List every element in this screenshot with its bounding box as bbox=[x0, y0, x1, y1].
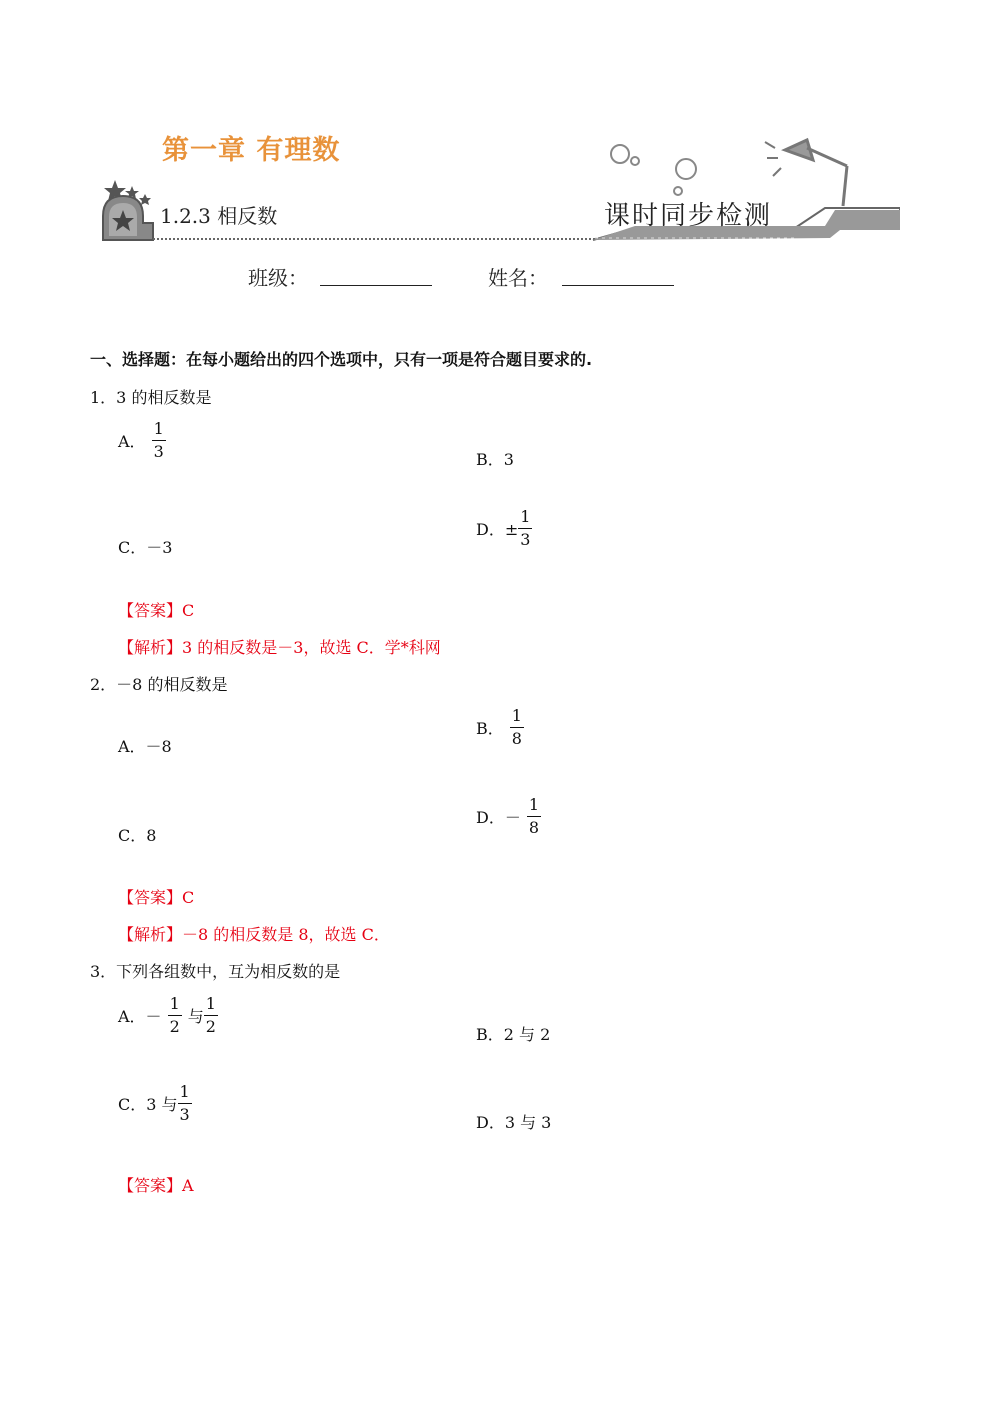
q2-answer: 【答案】C bbox=[118, 888, 195, 907]
q1-option-a[interactable] bbox=[118, 421, 166, 460]
q3-answer: 【答案】A bbox=[118, 1176, 194, 1195]
question-2-stem: 2．－8 的相反数是 bbox=[90, 675, 228, 694]
denominator: 3 bbox=[520, 530, 531, 549]
denominator: 8 bbox=[511, 729, 522, 748]
denominator: 2 bbox=[169, 1017, 180, 1036]
fraction bbox=[527, 797, 541, 836]
fraction bbox=[178, 1084, 192, 1123]
q1-option-c[interactable] bbox=[118, 535, 172, 558]
denominator: 8 bbox=[528, 818, 540, 837]
q1-analysis: 【解析】3 的相反数是－3，故选 C．学*科网 bbox=[118, 638, 441, 657]
q3-option-d[interactable] bbox=[476, 1110, 551, 1133]
chapter-title: 第一章 有理数 bbox=[162, 135, 341, 166]
option-label: A．－8 bbox=[118, 737, 172, 756]
bubbles-icon bbox=[611, 145, 696, 195]
option-label: B．2 与 2 bbox=[476, 1025, 551, 1044]
q2-option-a[interactable] bbox=[118, 734, 172, 757]
fraction bbox=[204, 996, 218, 1035]
question-3-stem: 3．下列各组数中，互为相反数的是 bbox=[90, 962, 341, 981]
denominator: 3 bbox=[153, 442, 164, 461]
fraction bbox=[510, 708, 524, 747]
connector-text: 与 bbox=[187, 1007, 204, 1026]
q2-option-d[interactable] bbox=[476, 797, 541, 836]
q2-analysis: 【解析】－8 的相反数是 8，故选 C． bbox=[118, 925, 390, 944]
numerator: 1 bbox=[178, 1084, 192, 1104]
denominator: 2 bbox=[205, 1017, 216, 1036]
name-field[interactable] bbox=[562, 285, 674, 286]
q2-option-c[interactable] bbox=[118, 823, 156, 846]
numerator: 1 bbox=[527, 797, 541, 817]
q3-option-c[interactable] bbox=[118, 1084, 192, 1123]
q3-option-b[interactable] bbox=[476, 1022, 550, 1045]
denominator: 3 bbox=[179, 1105, 190, 1124]
option-label: C．－3 bbox=[118, 538, 173, 557]
option-label: A．－ bbox=[118, 1007, 162, 1026]
option-label: A． bbox=[118, 432, 146, 451]
q2-option-b[interactable] bbox=[476, 708, 524, 747]
fraction bbox=[168, 996, 182, 1035]
option-label: B．3 bbox=[476, 450, 514, 469]
numerator: 1 bbox=[518, 509, 532, 529]
option-label: C．3 与 bbox=[118, 1095, 178, 1114]
question-1-stem: 1．3 的相反数是 bbox=[90, 388, 212, 407]
numerator: 1 bbox=[168, 996, 182, 1016]
option-label: C．8 bbox=[118, 826, 157, 845]
fraction bbox=[152, 421, 166, 460]
option-label: B． bbox=[476, 719, 504, 738]
q1-option-d[interactable] bbox=[476, 509, 532, 548]
lamp-icon bbox=[765, 140, 847, 206]
numerator: 1 bbox=[510, 708, 524, 728]
option-label: D．3 与 3 bbox=[476, 1113, 552, 1132]
section-title: 1.2.3 相反数 bbox=[160, 204, 278, 228]
fraction bbox=[518, 509, 532, 548]
brand-title: 课时同步检测 bbox=[604, 201, 773, 231]
numerator: 1 bbox=[204, 996, 218, 1016]
class-field[interactable] bbox=[320, 285, 432, 286]
q1-answer: 【答案】C bbox=[118, 601, 195, 620]
option-label: D．－ bbox=[476, 808, 521, 827]
numerator: 1 bbox=[152, 421, 166, 441]
q3-option-a[interactable] bbox=[118, 996, 218, 1035]
part1-heading: 一、选择题：在每小题给出的四个选项中，只有一项是符合题目要求的. bbox=[90, 350, 593, 369]
class-label: 班级： bbox=[248, 266, 308, 290]
option-label: D．± bbox=[476, 520, 519, 539]
q1-option-b[interactable] bbox=[476, 447, 514, 470]
name-label: 姓名： bbox=[488, 266, 548, 290]
